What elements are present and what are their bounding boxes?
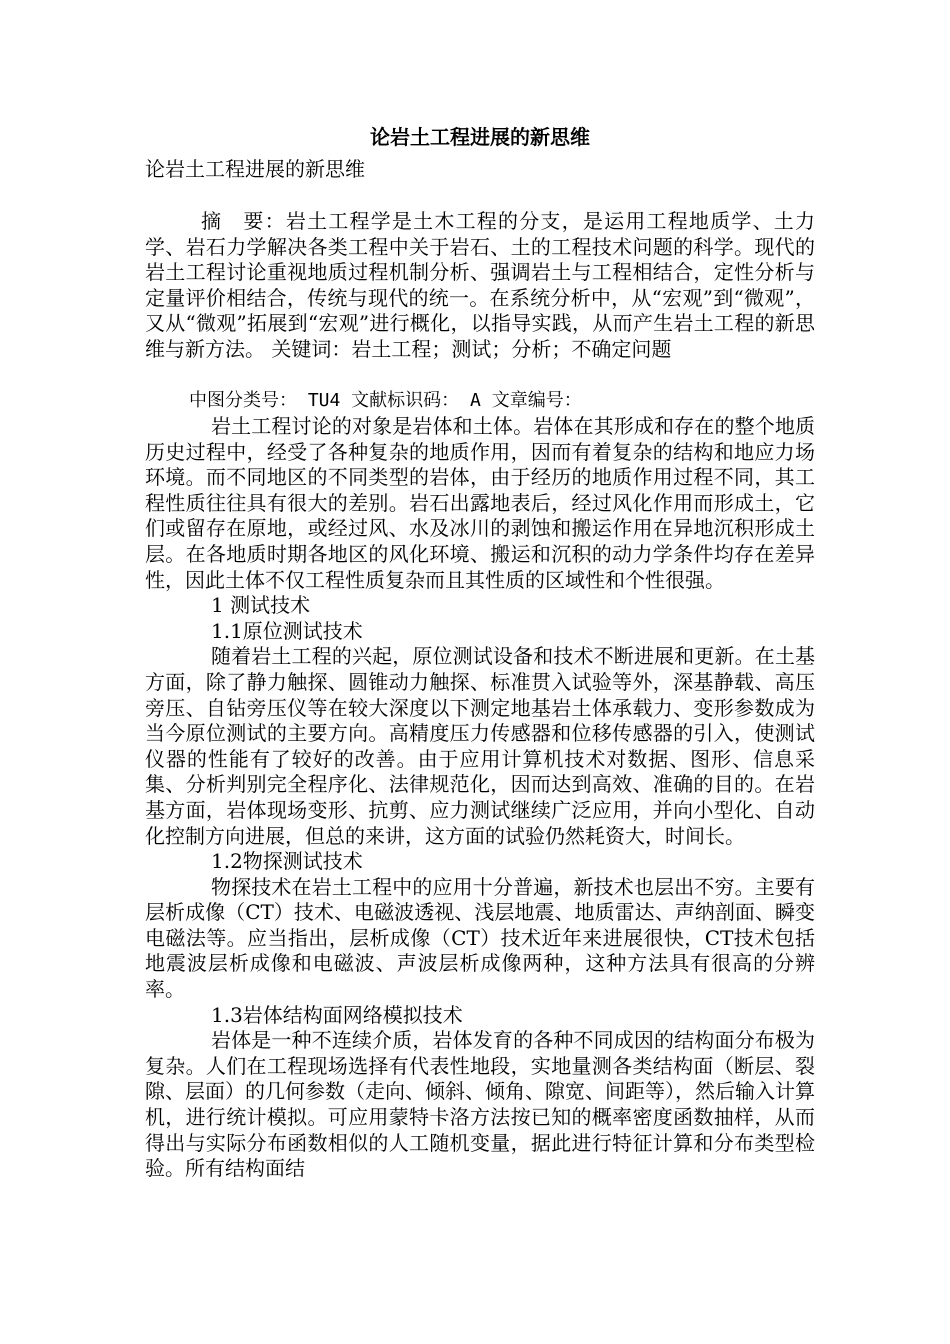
classification-line: 中图分类号： TU4 文献标识码： A 文章编号： [189,390,582,411]
section-heading-1-3: 1.3岩体结构面网络模拟技术 [211,1002,463,1027]
section-1-3-paragraph: 岩体是一种不连续介质，岩体发育的各种不同成因的结构面分布极为复杂。人们在工程现场选择有代表性地段，实地量测各类结构面（断层、裂隙、层面）的几何参数（走向、倾斜、倾角、隙宽、间距等），然后输入计算机，进行统计模拟。可应用蒙特卡洛方法按已知的概率密度函数抽样，从而得出与实际分布函数相似的人工随机变量，据此进行特征计算和分布类型检验。所有结构面结 [145,1028,815,1181]
abstract-paragraph: 摘 要：岩土工程学是土木工程的分支，是运用工程地质学、土力学、岩石力学解决各类工程中关于岩石、土的工程技术问题的科学。现代的岩土工程讨论重视地质过程机制分析、强调岩土与工程相结合，定性分析与定量评价相结合，传统与现代的统一。在系统分析中，从“宏观”到“微观”，又从“微观”拓展到“宏观”进行概化，以指导实践，从而产生岩土工程的新思维与新方法。 关键词：岩土工程；测试；分析；不确定问题 [145,209,815,361]
section-1-2-paragraph: 物探技术在岩土工程中的应用十分普遍，新技术也层出不穷。主要有层析成像（CT）技术、电磁波透视、浅层地震、地质雷达、声纳剖面、瞬变电磁法等。应当指出，层析成像（CT）技术近年来进展很快，CT技术包括地震波层析成像和电磁波、声波层析成像两种，这种方法具有很高的分辨率。 [145,874,815,1002]
blank-line [145,183,815,209]
section-heading-1-2: 1.2物探测试技术 [211,849,363,874]
document-title: 论岩土工程进展的新思维 [370,125,590,149]
document-page [145,118,815,1182]
section-heading-1-1: 1.1原位测试技术 [211,618,363,643]
blank-line [145,362,815,388]
section-1-1-paragraph: 随着岩土工程的兴起，原位测试设备和技术不断进展和更新。在土基方面，除了静力触探、圆锥动力触探、标准贯入试验等外，深基静载、高压旁压、自钻旁压仪等在较大深度以下测定地基岩土体承载力、变形参数成为当今原位测试的主要方向。高精度压力传感器和位移传感器的引入，使测试仪器的性能有了较好的改善。由于应用计算机技术对数据、图形、信息采集、分析判别完全程序化、法律规范化，因而达到高效、准确的目的。在岩基方面，岩体现场变形、抗剪、应力测试继续广泛应用，并向小型化、自动化控制方向进展，但总的来讲，这方面的试验仍然耗资大，时间长。 [145,644,815,848]
document-subtitle: 论岩土工程进展的新思维 [145,157,365,181]
intro-paragraph: 岩土工程讨论的对象是岩体和土体。岩体在其形成和存在的整个地质历史过程中，经受了各种复杂的地质作用，因而有着复杂的结构和地应力场环境。而不同地区的不同类型的岩体，由于经历的地质作用过程不同，其工程性质往往具有很大的差别。岩石出露地表后，经过风化作用而形成土，它们或留存在原地，或经过风、水及冰川的剥蚀和搬运作用在异地沉积形成土层。在各地质时期各地区的风化环境、搬运和沉积的动力学条件均存在差异性，因此土体不仅工程性质复杂而且其性质的区域性和个性很强。 [145,414,815,592]
section-heading-1: 1 测试技术 [211,593,311,618]
